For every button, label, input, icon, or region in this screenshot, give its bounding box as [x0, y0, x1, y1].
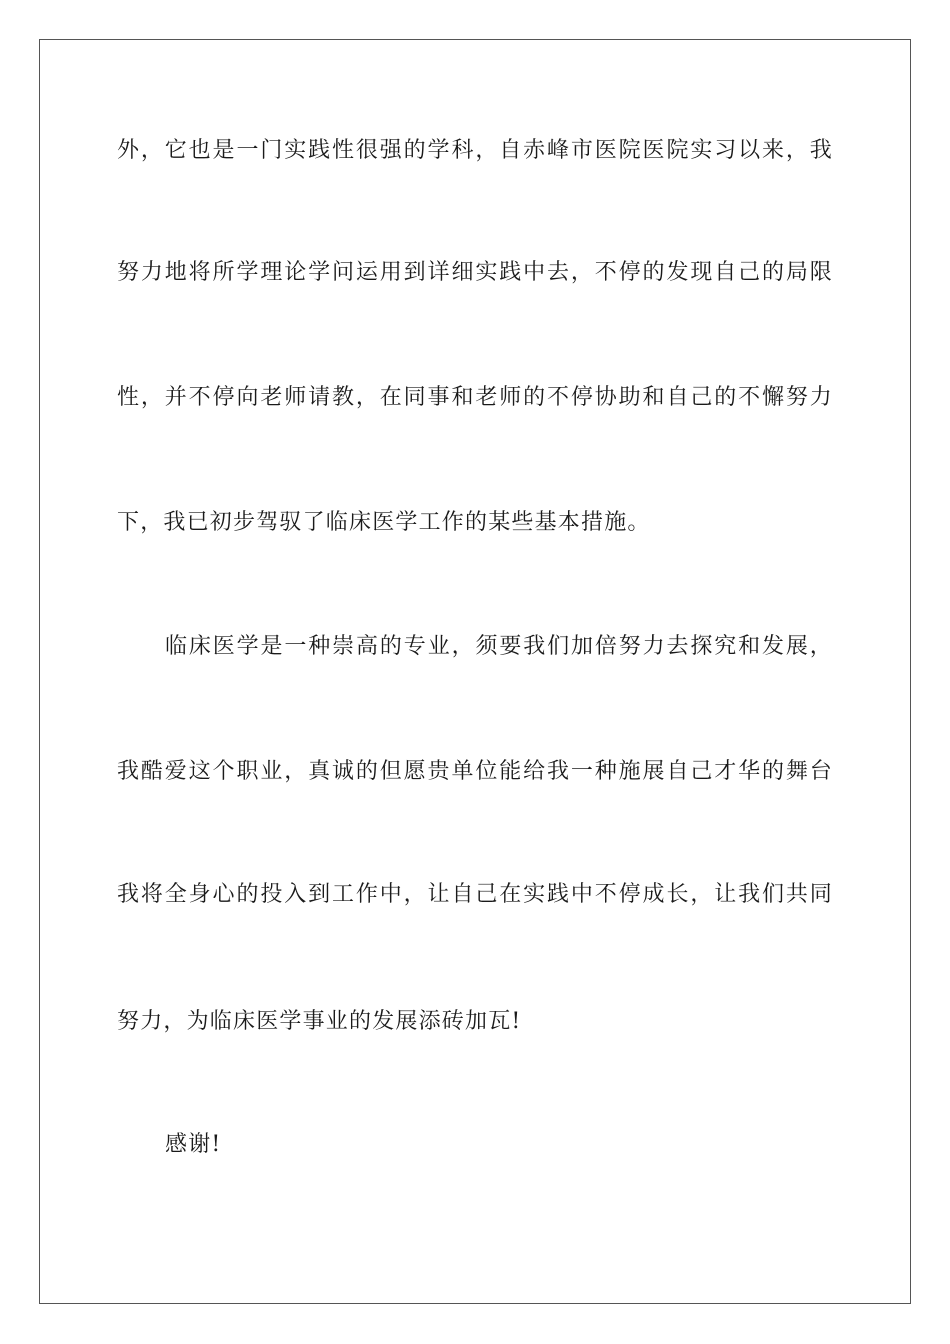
- text-line-2: 努力地将所学理论学问运用到详细实践中去，不停的发现自己的局限: [117, 260, 833, 285]
- text-line-6: 我酷爱这个职业，真诚的但愿贵单位能给我一种施展自己才华的舞台: [117, 759, 833, 784]
- text-line-7: 我将全身心的投入到工作中，让自己在实践中不停成长，让我们共同: [117, 882, 833, 907]
- page-border: [39, 39, 911, 1304]
- text-line-5: 临床医学是一种崇高的专业，须要我们加倍努力去探究和发展，: [165, 634, 833, 659]
- text-line-4: 下，我已初步驾驭了临床医学工作的某些基本措施。: [117, 510, 651, 535]
- text-line-8: 努力，为临床医学事业的发展添砖加瓦!: [117, 1009, 522, 1034]
- text-line-3: 性，并不停向老师请教，在同事和老师的不停协助和自己的不懈努力: [117, 385, 833, 410]
- text-line-1: 外，它也是一门实践性很强的学科，自赤峰市医院医院实习以来，我: [117, 138, 833, 163]
- closing-thanks: 感谢!: [165, 1132, 222, 1157]
